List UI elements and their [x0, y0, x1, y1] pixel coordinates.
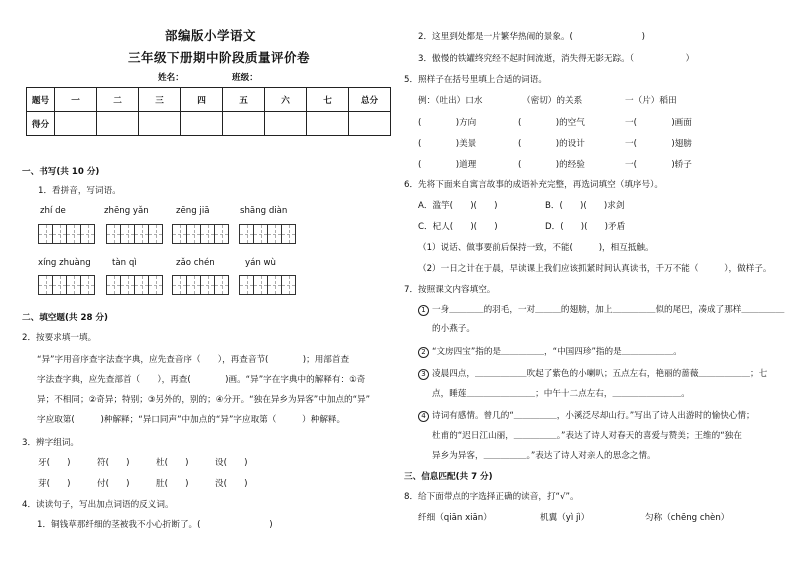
- score-cell: 六: [265, 88, 307, 112]
- score-input-cell[interactable]: [97, 112, 139, 136]
- word-pair[interactable]: 芽( ): [38, 479, 71, 489]
- q6-option-c[interactable]: C．杞人( )( ): [418, 222, 498, 232]
- score-cell: 得分: [27, 112, 55, 136]
- writing-grid[interactable]: [172, 275, 228, 295]
- question-2-text: 字应取第( )种解释；“异口同声”中加点的“异”字应取第（ ）种解释。: [37, 415, 346, 425]
- score-cell: 题号: [27, 88, 55, 112]
- writing-grid[interactable]: [106, 224, 162, 244]
- q5-blank[interactable]: ( )美景: [418, 139, 477, 149]
- q6-sentence: （1）说话、做事要前后保持一致，不能( )，相互抵触。: [418, 243, 654, 253]
- q6-option-a[interactable]: A．滥竽( )( ): [418, 201, 498, 211]
- score-input-cell[interactable]: [55, 112, 97, 136]
- exam-title-line1: 部编版小学语文: [165, 28, 257, 43]
- score-input-cell[interactable]: [265, 112, 307, 136]
- q6-option-d[interactable]: D．( )( )矛盾: [545, 222, 626, 232]
- word-pair[interactable]: 付( ): [97, 479, 130, 489]
- section-3-heading: 三、信息匹配(共 7 分): [404, 472, 493, 482]
- word-pair[interactable]: 杜( ): [156, 458, 189, 468]
- question-2-text: 异；不相同；②奇异；特别；③另外的，别的；④分开。“独在异乡为异客”中加点的“异”: [37, 395, 371, 405]
- question-2: 2．按要求填一填。: [22, 333, 97, 343]
- pinyin-label: zhēng yǎn: [104, 206, 149, 216]
- q7-item-1: [418, 303, 784, 316]
- question-3: 3．辨字组词。: [22, 438, 80, 448]
- q5-example: 一（片）稻田: [625, 96, 677, 106]
- q5-blank[interactable]: 一( )轿子: [625, 160, 692, 170]
- score-cell: 四: [181, 88, 223, 112]
- writing-grid[interactable]: [106, 275, 162, 295]
- q5-example: 例：（吐出）口水: [418, 96, 483, 106]
- score-input-cell[interactable]: [349, 112, 391, 136]
- q7-item-4-cont: 杜甫的“迟日江山丽，＿＿＿＿＿。”表达了诗人对春天的喜爱与赞美；王维的“独在: [432, 431, 742, 441]
- score-cell: 七: [307, 88, 349, 112]
- writing-grid[interactable]: [38, 275, 94, 295]
- q7-item-1-text: 一身＿＿＿＿的羽毛，一对＿＿＿的翅膀，加上＿＿＿＿＿似的尾巴，凑成了那样＿＿＿＿＿: [432, 305, 785, 315]
- score-input-cell[interactable]: [139, 112, 181, 136]
- question-5: 5．照样子在括号里填上合适的词语。: [404, 75, 547, 85]
- exam-title-line2: 三年级下册期中阶段质量评价卷: [128, 50, 311, 65]
- q5-blank[interactable]: ( )的空气: [518, 118, 585, 128]
- question-7: 7．按照课文内容填空。: [404, 285, 496, 295]
- q7-item-4-text: 诗词有感情。曾几的“＿＿＿＿＿，小溪泛尽却山行。”写出了诗人出游时的愉快心情；: [432, 411, 755, 421]
- q5-example: （密切）的关系: [522, 96, 583, 106]
- score-cell: 总分: [349, 88, 391, 112]
- circled-number: 3: [418, 369, 429, 380]
- circled-number: 2: [418, 347, 429, 358]
- score-cell: 三: [139, 88, 181, 112]
- q6-option-b[interactable]: B．( )( )求剑: [545, 201, 625, 211]
- pinyin-label: zǎo chén: [176, 258, 215, 268]
- circled-number: 4: [418, 411, 429, 422]
- question-4-item: 2．这里到处都是一片繁华热闹的景象。( ): [418, 32, 646, 42]
- class-label: 班级：: [232, 73, 258, 83]
- writing-grid[interactable]: [38, 224, 94, 244]
- question-4: 4．读读句子，写出加点词语的反义词。: [22, 500, 174, 510]
- pinyin-label: shāng diàn: [240, 206, 288, 216]
- q5-blank[interactable]: ( )的经验: [518, 160, 585, 170]
- q7-item-2-text: “文房四宝”指的是＿＿＿＿＿，“中国四珍”指的是＿＿＿＿＿＿。: [432, 347, 682, 357]
- q7-item-3: [418, 367, 767, 380]
- q7-item-4: [418, 409, 755, 422]
- word-pair[interactable]: 设( ): [215, 458, 248, 468]
- pronunciation-choice[interactable]: 机翼（yì jì）: [540, 513, 590, 523]
- score-cell: 五: [223, 88, 265, 112]
- score-input-cell[interactable]: [181, 112, 223, 136]
- question-1: 1．看拼音，写词语。: [38, 186, 121, 196]
- score-cell: 二: [97, 88, 139, 112]
- q7-item-1-cont: 的小燕子。: [432, 324, 475, 334]
- writing-grid[interactable]: [239, 275, 295, 295]
- score-cell: 一: [55, 88, 97, 112]
- q5-blank[interactable]: ( )方向: [418, 118, 477, 128]
- score-input-cell[interactable]: [223, 112, 265, 136]
- pinyin-label: yán wù: [245, 258, 277, 268]
- name-label: 姓名：: [158, 73, 184, 83]
- question-2-text: “异”字用音序查字法查字典，应先查音序（ ），再查音节( )；用部首查: [37, 355, 350, 365]
- section-1-heading: 一、书写(共 10 分): [22, 167, 100, 177]
- writing-grid[interactable]: [239, 224, 295, 244]
- score-table-header-row: [27, 88, 391, 112]
- q5-blank[interactable]: 一( )画面: [625, 118, 692, 128]
- question-4-item: 1．铜钱草那纤细的茎被我不小心折断了。( ): [37, 520, 273, 530]
- circled-number: 1: [418, 305, 429, 316]
- pinyin-label: xíng zhuàng: [38, 258, 91, 268]
- question-8: 8．给下面带点的字选择正确的读音，打“√”。: [404, 492, 579, 502]
- question-6: 6．先将下面来自寓言故事的成语补充完整，再选词填空（填序号）。: [404, 180, 663, 190]
- q5-blank[interactable]: 一( )翅膀: [625, 139, 692, 149]
- pinyin-label: tàn qì: [112, 258, 137, 268]
- q7-item-2: [418, 345, 682, 358]
- score-table-score-row: [27, 112, 391, 136]
- pinyin-label: zhí de: [40, 206, 66, 216]
- word-pair[interactable]: 肚( ): [156, 479, 189, 489]
- question-2-text: 字法查字典，应先查部首（ ），再查( )画。“异”字在字典中的解释有：①奇: [37, 375, 366, 385]
- section-2-heading: 二、填空题(共 28 分): [22, 313, 108, 323]
- pronunciation-choice[interactable]: 纤细（qiān xiān）: [418, 513, 492, 523]
- q6-sentence: （2）一日之计在于晨，早读课上我们应该抓紧时间认真读书，千万不能（ ），做样子。: [418, 264, 772, 274]
- word-pair[interactable]: 没( ): [215, 479, 248, 489]
- q7-item-4-cont: 异乡为异客，＿＿＿＿＿。”表达了诗人对亲人的思念之情。: [432, 451, 656, 461]
- word-pair[interactable]: 符( ): [97, 458, 130, 468]
- word-pair[interactable]: 牙( ): [38, 458, 71, 468]
- writing-grid[interactable]: [172, 224, 228, 244]
- score-table: [26, 87, 391, 136]
- pronunciation-choice[interactable]: 匀称（chēng chèn）: [645, 513, 730, 523]
- question-4-item: 3．傲慢的铁罐终究经不起时间流逝，消失得无影无踪。（ ）: [418, 54, 695, 64]
- q7-item-3-text: 凌晨四点，＿＿＿＿＿＿吹起了紫色的小喇叭；五点左右，艳丽的蔷薇＿＿＿＿＿＿；七: [432, 369, 768, 379]
- q5-blank[interactable]: ( )的设计: [518, 139, 585, 149]
- q5-blank[interactable]: ( )道理: [418, 160, 477, 170]
- pinyin-label: zēng jiā: [176, 206, 210, 216]
- score-input-cell[interactable]: [307, 112, 349, 136]
- q7-item-3-cont: 点，睡莲＿＿＿＿＿＿＿＿；中午十二点左右，＿＿＿＿＿＿＿＿。: [432, 389, 690, 399]
